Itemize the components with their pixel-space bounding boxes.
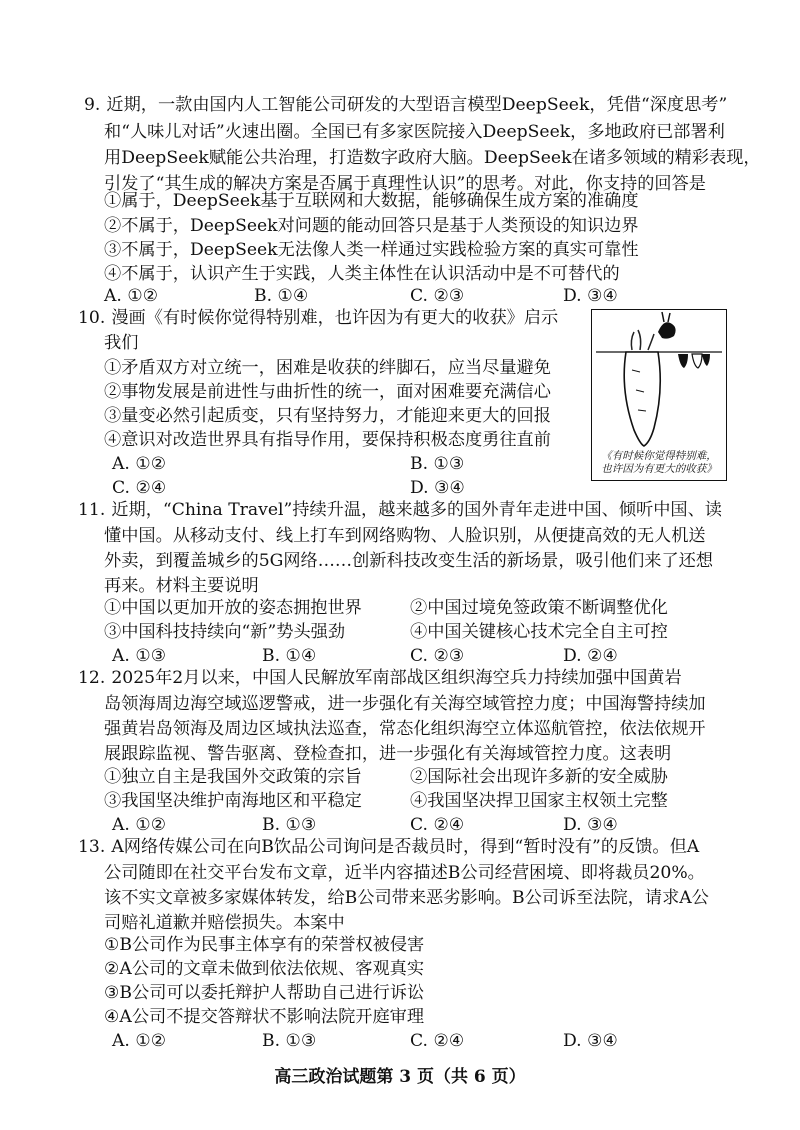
option-a[interactable]: A. ①② <box>112 1031 167 1051</box>
question-number: 12. <box>78 668 106 688</box>
page-footer: 高三政治试题第 3 页（共 6 页） <box>274 1067 526 1087</box>
question-line: 懂中国。从移动支付、线上打车到网络购物、人脸识别，从便捷高效的无人机送 <box>104 526 706 546</box>
option-b[interactable]: B. ①③ <box>262 1031 317 1051</box>
statement-item: ②不属于，DeepSeek对问题的能动回答只是基于人类预设的知识边界 <box>104 216 639 236</box>
question-line: 11. 近期，“China Travel”持续升温，越来越多的国外青年走进中国、倾听中国、读 <box>78 500 722 520</box>
statement-item: ①中国以更加开放的姿态拥抱世界 <box>104 598 362 618</box>
question-number: 9. <box>84 95 101 115</box>
question-line: 用DeepSeek赋能公共治理，打造数字政府大脑。DeepSeek在诸多领域的精彩表现， <box>104 148 761 168</box>
question-line: 强黄岩岛领海及周边区域执法巡查，常态化组织海空立体巡航管控，依法依规开 <box>104 719 706 739</box>
question-number: 13. <box>78 837 106 857</box>
question-line: 再来。材料主要说明 <box>104 576 259 596</box>
option-b[interactable]: B. ①④ <box>262 646 317 666</box>
question-line: 9. 近期，一款由国内人工智能公司研发的大型语言模型DeepSeek，凭借“深度思考” <box>84 95 728 115</box>
option-d[interactable]: D. ③④ <box>563 815 618 835</box>
question-number: 10. <box>78 308 106 328</box>
option-a[interactable]: A. ①② <box>112 815 167 835</box>
question-line: 岛领海周边海空域巡逻警戒，进一步强化有关海空域管控力度；中国海警持续加 <box>104 694 706 714</box>
statement-item: ③不属于，DeepSeek无法像人类一样通过实践检验方案的真实可靠性 <box>104 240 639 260</box>
cartoon-caption-line2: 也许因为有更大的收获》 <box>601 463 717 475</box>
statement-item: ②中国过境免签政策不断调整优化 <box>410 598 668 618</box>
statement-item: ②国际社会出现许多新的安全威胁 <box>410 767 668 787</box>
statement-item: ③B公司可以委托辩护人帮助自己进行诉讼 <box>104 983 425 1003</box>
question-line: 10. 漫画《有时候你觉得特别难，也许因为有更大的收获》启示 <box>78 308 559 328</box>
statement-item: ④意识对改造世界具有指导作用，要保持积极态度勇往直前 <box>104 430 551 450</box>
statement-item: ③量变必然引起质变，只有坚持努力，才能迎来更大的回报 <box>104 406 551 426</box>
statement-item: ①独立自主是我国外交政策的宗旨 <box>104 767 362 787</box>
question-line: 引发了“其生成的解决方案是否属于真理性认识”的思考。对此，你支持的回答是 <box>104 174 706 194</box>
question-line: 13. A网络传媒公司在向B饮品公司询问是否裁员时，得到“暂时没有”的反馈。但A <box>78 837 700 857</box>
statement-item: ③我国坚决维护南海地区和平稳定 <box>104 791 362 811</box>
statement-item: ④中国关键核心技术完全自主可控 <box>410 622 668 642</box>
question-line: 展跟踪监视、警告驱离、登检查扣，进一步强化有关海域管控力度。这表明 <box>104 744 672 764</box>
option-a[interactable]: A. ①② <box>112 454 167 474</box>
question-line: 和“人味儿对话”火速出圈。全国已有多家医院接入DeepSeek，多地政府已部署利 <box>104 122 725 142</box>
option-d[interactable]: D. ③④ <box>563 286 618 306</box>
question-line: 公司随即在社交平台发布文章，近半内容描述B公司经营困境、即将裁员20%。 <box>104 863 705 883</box>
option-c[interactable]: C. ②③ <box>410 286 465 306</box>
option-a[interactable]: A. ①② <box>104 286 159 306</box>
statement-item: ①B公司作为民事主体享有的荣誉权被侵害 <box>104 935 425 955</box>
option-d[interactable]: D. ②④ <box>563 646 618 666</box>
statement-item: ③中国科技持续向“新”势头强劲 <box>104 622 346 642</box>
option-c[interactable]: C. ②③ <box>410 646 465 666</box>
statement-item: ④不属于，认识产生于实践，人类主体性在认识活动中是不可替代的 <box>104 264 620 284</box>
cartoon-caption-line1: 《有时候你觉得特别难， <box>601 450 717 462</box>
cartoon-image <box>591 309 727 481</box>
question-line: 我们 <box>104 333 139 353</box>
question-line: 司赔礼道歉并赔偿损失。本案中 <box>104 913 345 933</box>
option-b[interactable]: B. ①③ <box>262 815 317 835</box>
option-b[interactable]: B. ①④ <box>254 286 309 306</box>
option-d[interactable]: D. ③④ <box>563 1031 618 1051</box>
statement-item: ④我国坚决捍卫国家主权领土完整 <box>410 791 668 811</box>
option-c[interactable]: C. ②④ <box>410 815 465 835</box>
option-a[interactable]: A. ①③ <box>112 646 167 666</box>
option-c[interactable]: C. ②④ <box>410 1031 465 1051</box>
option-d[interactable]: D. ③④ <box>410 478 465 498</box>
statement-item: ①矛盾双方对立统一，困难是收获的绊脚石，应当尽量避免 <box>104 358 551 378</box>
statement-item: ④A公司不提交答辩状不影响法院开庭审理 <box>104 1007 425 1027</box>
question-line: 12. 2025年2月以来，中国人民解放军南部战区组织海空兵力持续加强中国黄岩 <box>78 668 682 688</box>
option-c[interactable]: C. ②④ <box>112 478 167 498</box>
statement-item: ②事物发展是前进性与曲折性的统一，面对困难要充满信心 <box>104 382 551 402</box>
statement-item: ②A公司的文章未做到依法依规、客观真实 <box>104 959 425 979</box>
statement-item: ①属于，DeepSeek基于互联网和大数据，能够确保生成方案的准确度 <box>104 191 639 211</box>
option-b[interactable]: B. ①③ <box>410 454 465 474</box>
question-number: 11. <box>78 500 106 520</box>
question-line: 外卖，到覆盖城乡的5G网络……创新科技改变生活的新场景，吸引他们来了还想 <box>104 551 714 571</box>
question-line: 该不实文章被多家媒体转发，给B公司带来恶劣影响。B公司诉至法院，请求A公 <box>104 888 709 908</box>
